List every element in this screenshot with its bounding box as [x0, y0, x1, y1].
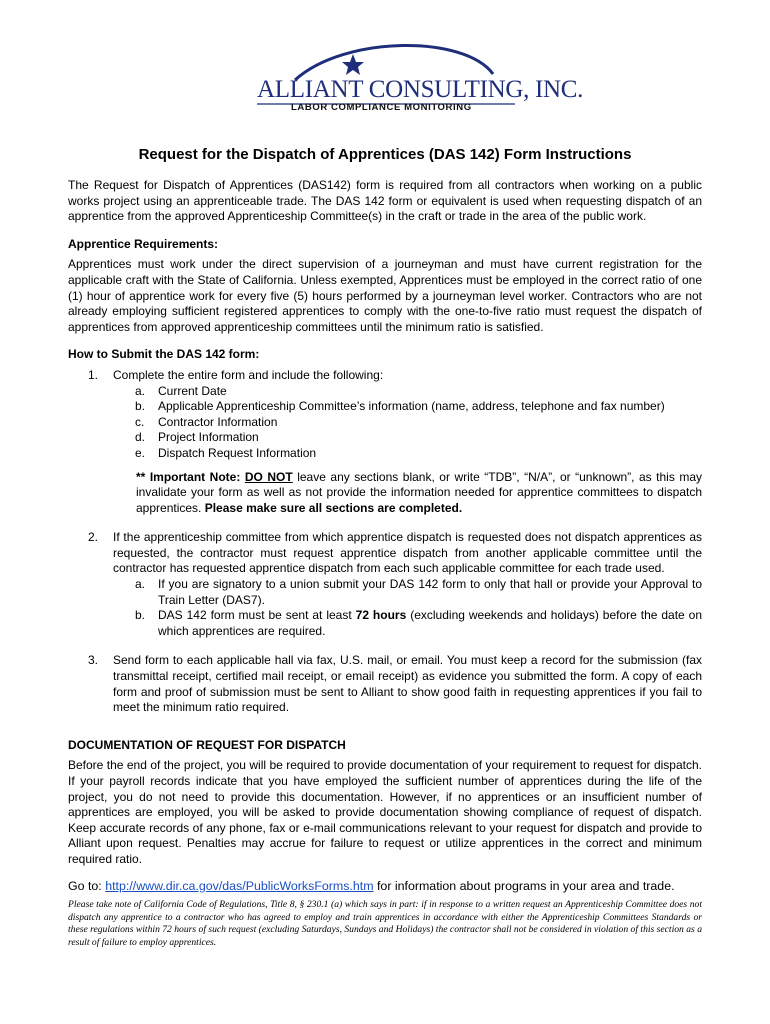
intro-paragraph: The Request for Dispatch of Apprentices (DAS142) form is required from all contractors when working on a public works project using an apprenticeable trade. The DAS 142 form or equivalent is used when requesting dispatch of an apprentice from the approved Apprenticeship Committee(s) in the craft or trade in the area of the public work. — [68, 178, 702, 224]
documentation-paragraph: Before the end of the project, you will be required to provide documentation of your requirement to request for dispatch. If your payroll records indicate that you have employed the sufficient number of apprentices during the life of the project, you do not need to provide this documentation. However, if no apprentices or an insufficient number of apprentices are employed, you will be asked to provide documentation showing compliance of request of dispatch. Keep accurate records of any phone, fax or e-mail communications relevant to your request for dispatch and provide to Alliant upon request. Penalties may accrue for failure to request or utilize apprentices in the correct and minimum required ratio. — [68, 758, 702, 866]
step-text: Complete the entire form and include the following: — [113, 367, 384, 382]
note-text: leave any sections blank, or write “TDB”, “N/A”, or “unknown”, as this may invalidate your form as well as not provide the information needed for apprentice committees to dispatch apprentices. — [136, 469, 703, 515]
item-bold: 72 hours — [355, 608, 407, 623]
footnote: Please take note of California Code of Regulations, Title 8, § 230.1 (a) which says in part: if in response to a written request an Apprenticeship Committee does not dispatch any apprentice to a contractor who has agreed to employ and train apprentices in accordance with either the Apprenticeship Committees Standards or these regulations within 72 hours of such request (excluding Saturdays, Sundays and Holidays) the contractor shall not be considered in violation of this section as a result of failure to employ apprentices. — [68, 899, 702, 948]
item-letter: a. — [135, 577, 146, 592]
star-icon — [342, 54, 364, 75]
note-bold: Please make sure all sections are completed. — [204, 500, 463, 515]
step-2 — [68, 530, 702, 639]
public-works-forms-link[interactable]: http://www.dir.ca.gov/das/PublicWorksForms.htm — [105, 878, 374, 893]
goto-suffix: for information about programs in your area and trade. — [376, 878, 675, 893]
item-letter: b. — [135, 608, 146, 623]
item-text: If you are signatory to a union submit your DAS 142 form to only that hall or provide your Approval to Train Letter (DAS7). — [158, 577, 702, 607]
list-item — [113, 608, 702, 639]
item-text: Applicable Apprenticeship Committee’s information (name, address, telephone and fax number) — [158, 399, 665, 414]
list-item — [113, 415, 702, 431]
step-1 — [68, 368, 702, 516]
item-text: (excluding weekends and holidays) before the date on which apprentices are required. — [158, 608, 703, 638]
step-text: If the apprenticeship committee from which apprentice dispatch is requested does not dispatch apprentices as requested, the contractor must request apprentice dispatch from another applicable committee until the contractor has requested apprentice dispatch from each such applicable committee for each trade used. — [113, 530, 702, 576]
goto-prefix: Go to: — [68, 878, 102, 893]
important-note — [136, 470, 702, 517]
step-1-items — [113, 384, 702, 462]
logo-company-name: ALLIANT CONSULTING, INC. — [257, 76, 584, 103]
requirements-paragraph: Apprentices must work under the direct supervision of a journeyman and must have current registration for the applicable craft with the State of California. Unless exempted, Apprentices must be employed in the correct ratio of one (1) hour of apprentice work for every five (5) hours performed by a journeyman level worker. Contractors who are not already employing sufficient registered apprentices to comply with the one-to-five ratio must request the dispatch of apprentices from approved apprenticeship committees until the minimum ratio is satisfied. — [68, 257, 702, 334]
step-number: 2. — [88, 530, 99, 545]
item-text: Project Information — [158, 430, 259, 445]
company-logo — [235, 40, 584, 120]
page-title: Request for the Dispatch of Apprentices (DAS 142) Form Instructions — [138, 146, 632, 163]
list-item — [113, 399, 702, 415]
list-item — [113, 577, 702, 608]
step-text: Send form to each applicable hall via fax, U.S. mail, or email. You must keep a record for the submission (fax transmittal receipt, certified mail receipt, or email receipt) as evidence you submitted the form. A copy of each form and proof of submission must be sent to Alliant to show good faith in requesting apprentices if you fail to meet the minimum ratio required. — [113, 653, 702, 715]
note-prefix: ** Important Note: — [136, 469, 241, 484]
item-letter: b. — [135, 399, 146, 414]
list-item — [113, 446, 702, 462]
item-text: Contractor Information — [158, 414, 278, 429]
logo-tagline: LABOR COMPLIANCE MONITORING — [291, 102, 472, 113]
document-body — [68, 178, 702, 950]
requirements-heading: Apprentice Requirements: — [68, 236, 219, 251]
item-letter: e. — [135, 445, 146, 460]
item-text: Current Date — [158, 383, 227, 398]
item-letter: a. — [135, 383, 146, 398]
submit-steps — [68, 368, 702, 716]
item-letter: c. — [135, 414, 145, 429]
step-number: 1. — [88, 367, 99, 382]
submit-heading: How to Submit the DAS 142 form: — [68, 347, 260, 362]
step-2-items — [113, 577, 702, 639]
documentation-heading: DOCUMENTATION OF REQUEST FOR DISPATCH — [68, 737, 346, 752]
step-3 — [68, 653, 702, 715]
note-do-not: DO NOT — [244, 469, 293, 484]
step-number: 3. — [88, 653, 99, 668]
list-item — [113, 430, 702, 446]
item-text: DAS 142 form must be sent at least — [158, 608, 352, 623]
item-letter: d. — [135, 430, 146, 445]
item-text: Dispatch Request Information — [158, 445, 317, 460]
goto-line — [68, 879, 702, 895]
list-item — [113, 384, 702, 400]
